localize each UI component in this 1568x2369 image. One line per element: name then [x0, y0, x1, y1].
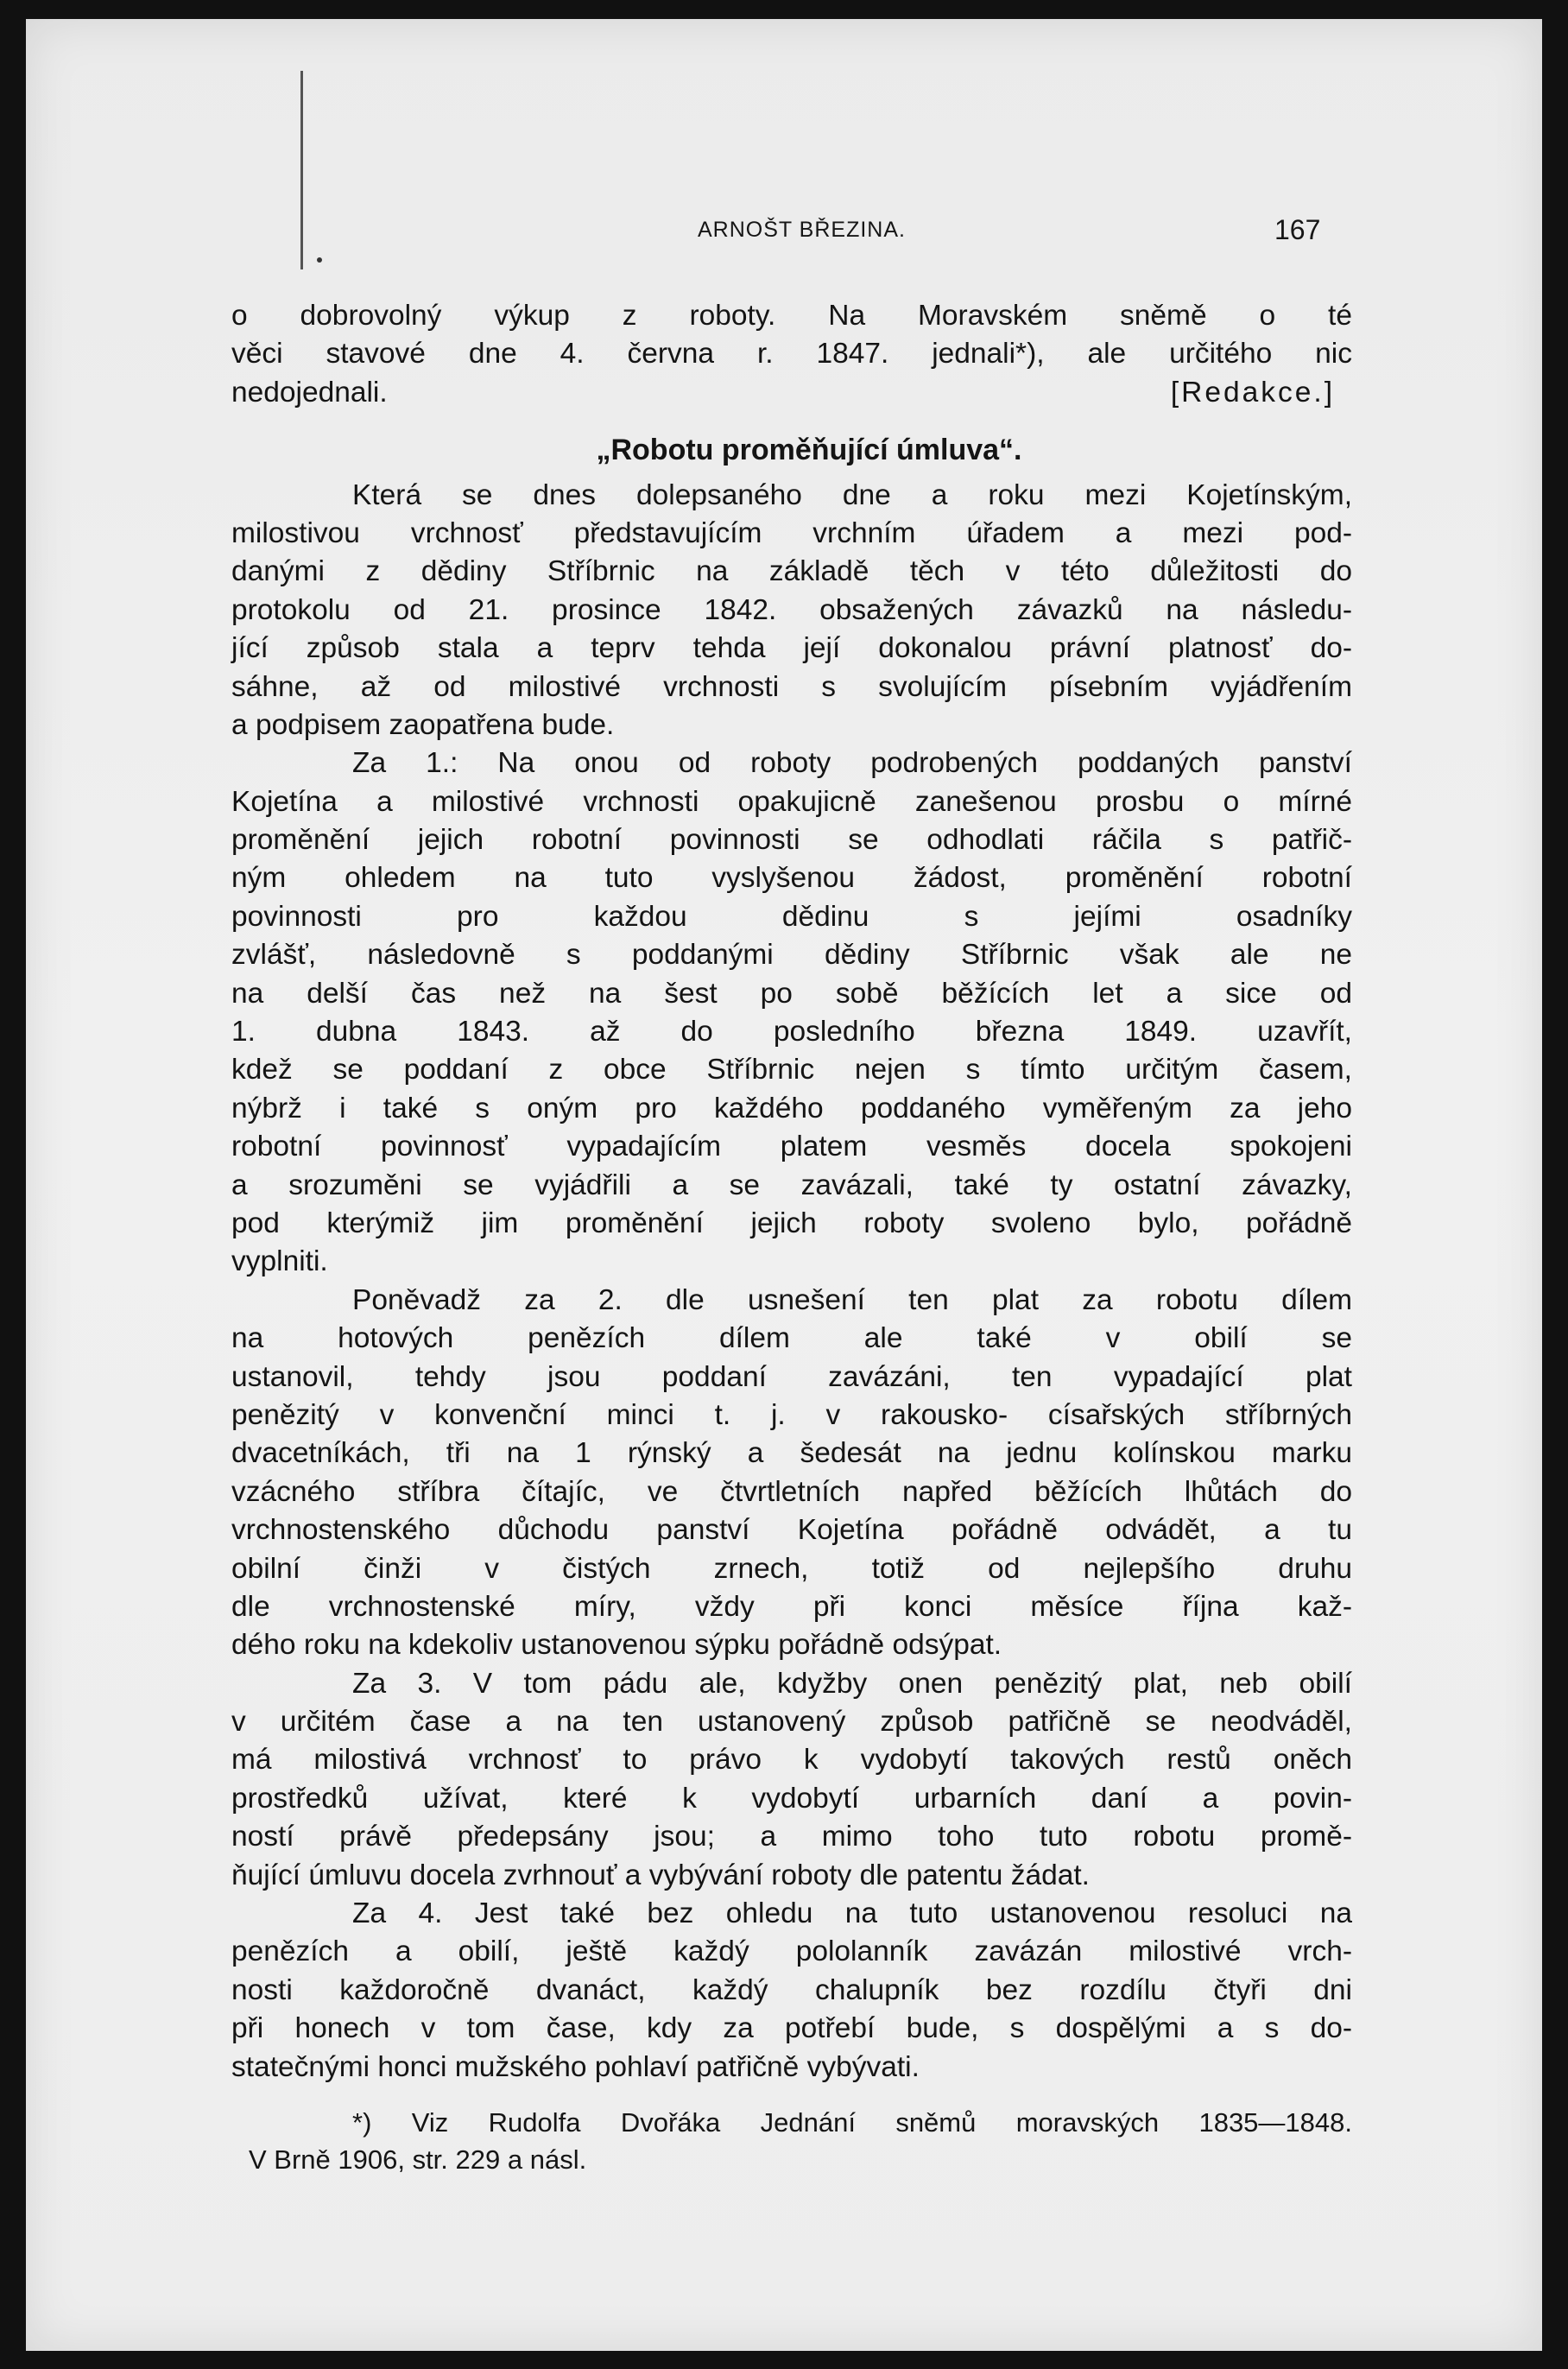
text-line: dého roku na kdekoliv ustanovenou sýpku pořádně odsýpat. [231, 1629, 1002, 1662]
text-line: povinnosti pro každou dědinu s jejími osadníky [231, 900, 1352, 933]
footnote-line: V Brně 1906, str. 229 a násl. [249, 2144, 587, 2175]
text-line: protokolu od 21. prosince 1842. obsažených závazků na následu- [231, 593, 1352, 626]
text-line: proměnění jejich robotní povinnosti se odhodlati ráčila s patřič- [231, 824, 1352, 857]
text-line: ným ohledem na tuto vyslyšenou žádost, proměnění robotní [231, 862, 1352, 895]
body-paragraphs [231, 477, 1352, 2087]
text-line: 1. dubna 1843. až do posledního března 1849. uzavřít, [231, 1016, 1352, 1048]
text-line: při honech v tom čase, kdy za potřebí bude, s dospělými a s do- [231, 2012, 1352, 2045]
text-line: v určitém čase a na ten ustanovený způsob patřičně se neodváděl, [231, 1706, 1352, 1739]
text-line: pod kterýmiž jim proměnění jejich roboty svoleno bylo, pořádně [231, 1207, 1352, 1239]
text-line: kdež se poddaní z obce Stříbrnic nejen s tímto určitým časem, [231, 1054, 1352, 1086]
text-line: nýbrž i také s oným pro každého poddaného vyměřeným za jeho [231, 1092, 1352, 1124]
text-line: sáhne, až od milostivé vrchnosti s svolujícím písebním vyjádřením [231, 670, 1352, 703]
text-line: o dobrovolný výkup z roboty. Na Moravském sněmě o té [231, 300, 1352, 332]
text-line: Za 4. Jest také bez ohledu na tuto ustanovenou resoluci na [352, 1897, 1352, 1930]
main-text [231, 297, 1352, 2087]
scan-artifact-dot [317, 257, 322, 263]
text-line: na hotových penězích dílem ale také v obilí se [231, 1322, 1352, 1355]
footnote-line: *) Viz Rudolfa Dvořáka Jednání sněmů moravských 1835—1848. [352, 2107, 1352, 2138]
section-heading: „Robotu proměňující úmluva“. [596, 434, 1022, 467]
text-line: dvacetníkách, tři na 1 rýnský a šedesát na jednu kolínskou marku [231, 1437, 1352, 1470]
text-line: a podpisem zaopatřena bude. [231, 708, 615, 741]
footnote [249, 2104, 1352, 2178]
text-line: nosti každoročně dvanáct, každý chalupník bez rozdílu čtyři dni [231, 1973, 1352, 2006]
text-line: Za 3. V tom pádu ale, kdyžby onen penězitý plat, neb obilí [352, 1667, 1352, 1700]
page-number: 167 [1274, 214, 1321, 245]
text-line-start: nedojednali. [231, 376, 388, 409]
editor-note: [Redakce.] [1170, 376, 1335, 409]
text-line: ností právě předepsány jsou; a mimo toho tuto robotu promě- [231, 1821, 1352, 1853]
text-line: statečnými honci mužského pohlaví patřičně vybývati. [231, 2050, 920, 2083]
text-line: a srozuměni se vyjádřili a se zavázali, také ty ostatní závazky, [231, 1169, 1352, 1201]
text-line: robotní povinnosť vypadajícím platem vesměs docela spokojeni [231, 1131, 1352, 1163]
text-line: obilní činži v čistých zrnech, totiž od nejlepšího druhu [231, 1552, 1352, 1585]
text-line: ustanovil, tehdy jsou poddaní zavázáni, ten vypadající plat [231, 1360, 1352, 1393]
text-line: ňující úmluvu docela zvrhnouť a vybývání roboty dle patentu žádat. [231, 1859, 1090, 1891]
page-header [26, 214, 1542, 249]
text-line: Kojetína a milostivé vrchnosti opakujicně zanešenou prosbu o mírné [231, 785, 1352, 818]
running-title: ARNOŠT BŘEZINA. [698, 218, 906, 242]
scanned-page [26, 19, 1542, 2351]
text-line: na delší čas než na šest po sobě běžících let a sice od [231, 977, 1352, 1010]
text-line: Za 1.: Na onou od roboty podrobených poddaných panství [352, 747, 1352, 780]
text-line: Poněvadž za 2. dle usnešení ten plat za robotu dílem [352, 1283, 1352, 1316]
text-line: má milostivá vrchnosť to právo k vydobytí takových restů oněch [231, 1744, 1352, 1777]
text-line: penězitý v konvenční minci t. j. v rakousko- císařských stříbrných [231, 1398, 1352, 1431]
text-line: prostředků užívat, které k vydobytí urbarních daní a povin- [231, 1782, 1352, 1815]
text-line: Která se dnes dolepsaného dne a roku mezi Kojetínským, [352, 478, 1352, 511]
text-line [231, 374, 1352, 412]
text-line: dle vrchnostenské míry, vždy při konci měsíce října kaž- [231, 1590, 1352, 1623]
text-line: danými z dědiny Stříbrnic na základě těch v této důležitosti do [231, 555, 1352, 588]
text-line: jící způsob stala a teprv tehda její dokonalou právní platnosť do- [231, 632, 1352, 665]
text-line: vzácného stříbra čítajíc, ve čtvrtletních napřed běžících lhůtách do [231, 1475, 1352, 1508]
text-line: vyplniti. [231, 1245, 328, 1278]
text-line: vrchnostenského důchodu panství Kojetína pořádně odvádět, a tu [231, 1514, 1352, 1547]
text-line: milostivou vrchnosť představujícím vrchním úřadem a mezi pod- [231, 516, 1352, 549]
text-line: zvlášť, následovně s poddanými dědiny Stříbrnic však ale ne [231, 939, 1352, 972]
text-line: penězích a obilí, ještě každý pololanník zavázán milostivé vrch- [231, 1935, 1352, 1968]
text-line: věci stavové dne 4. června r. 1847. jednali*), ale určitého nic [231, 338, 1352, 371]
